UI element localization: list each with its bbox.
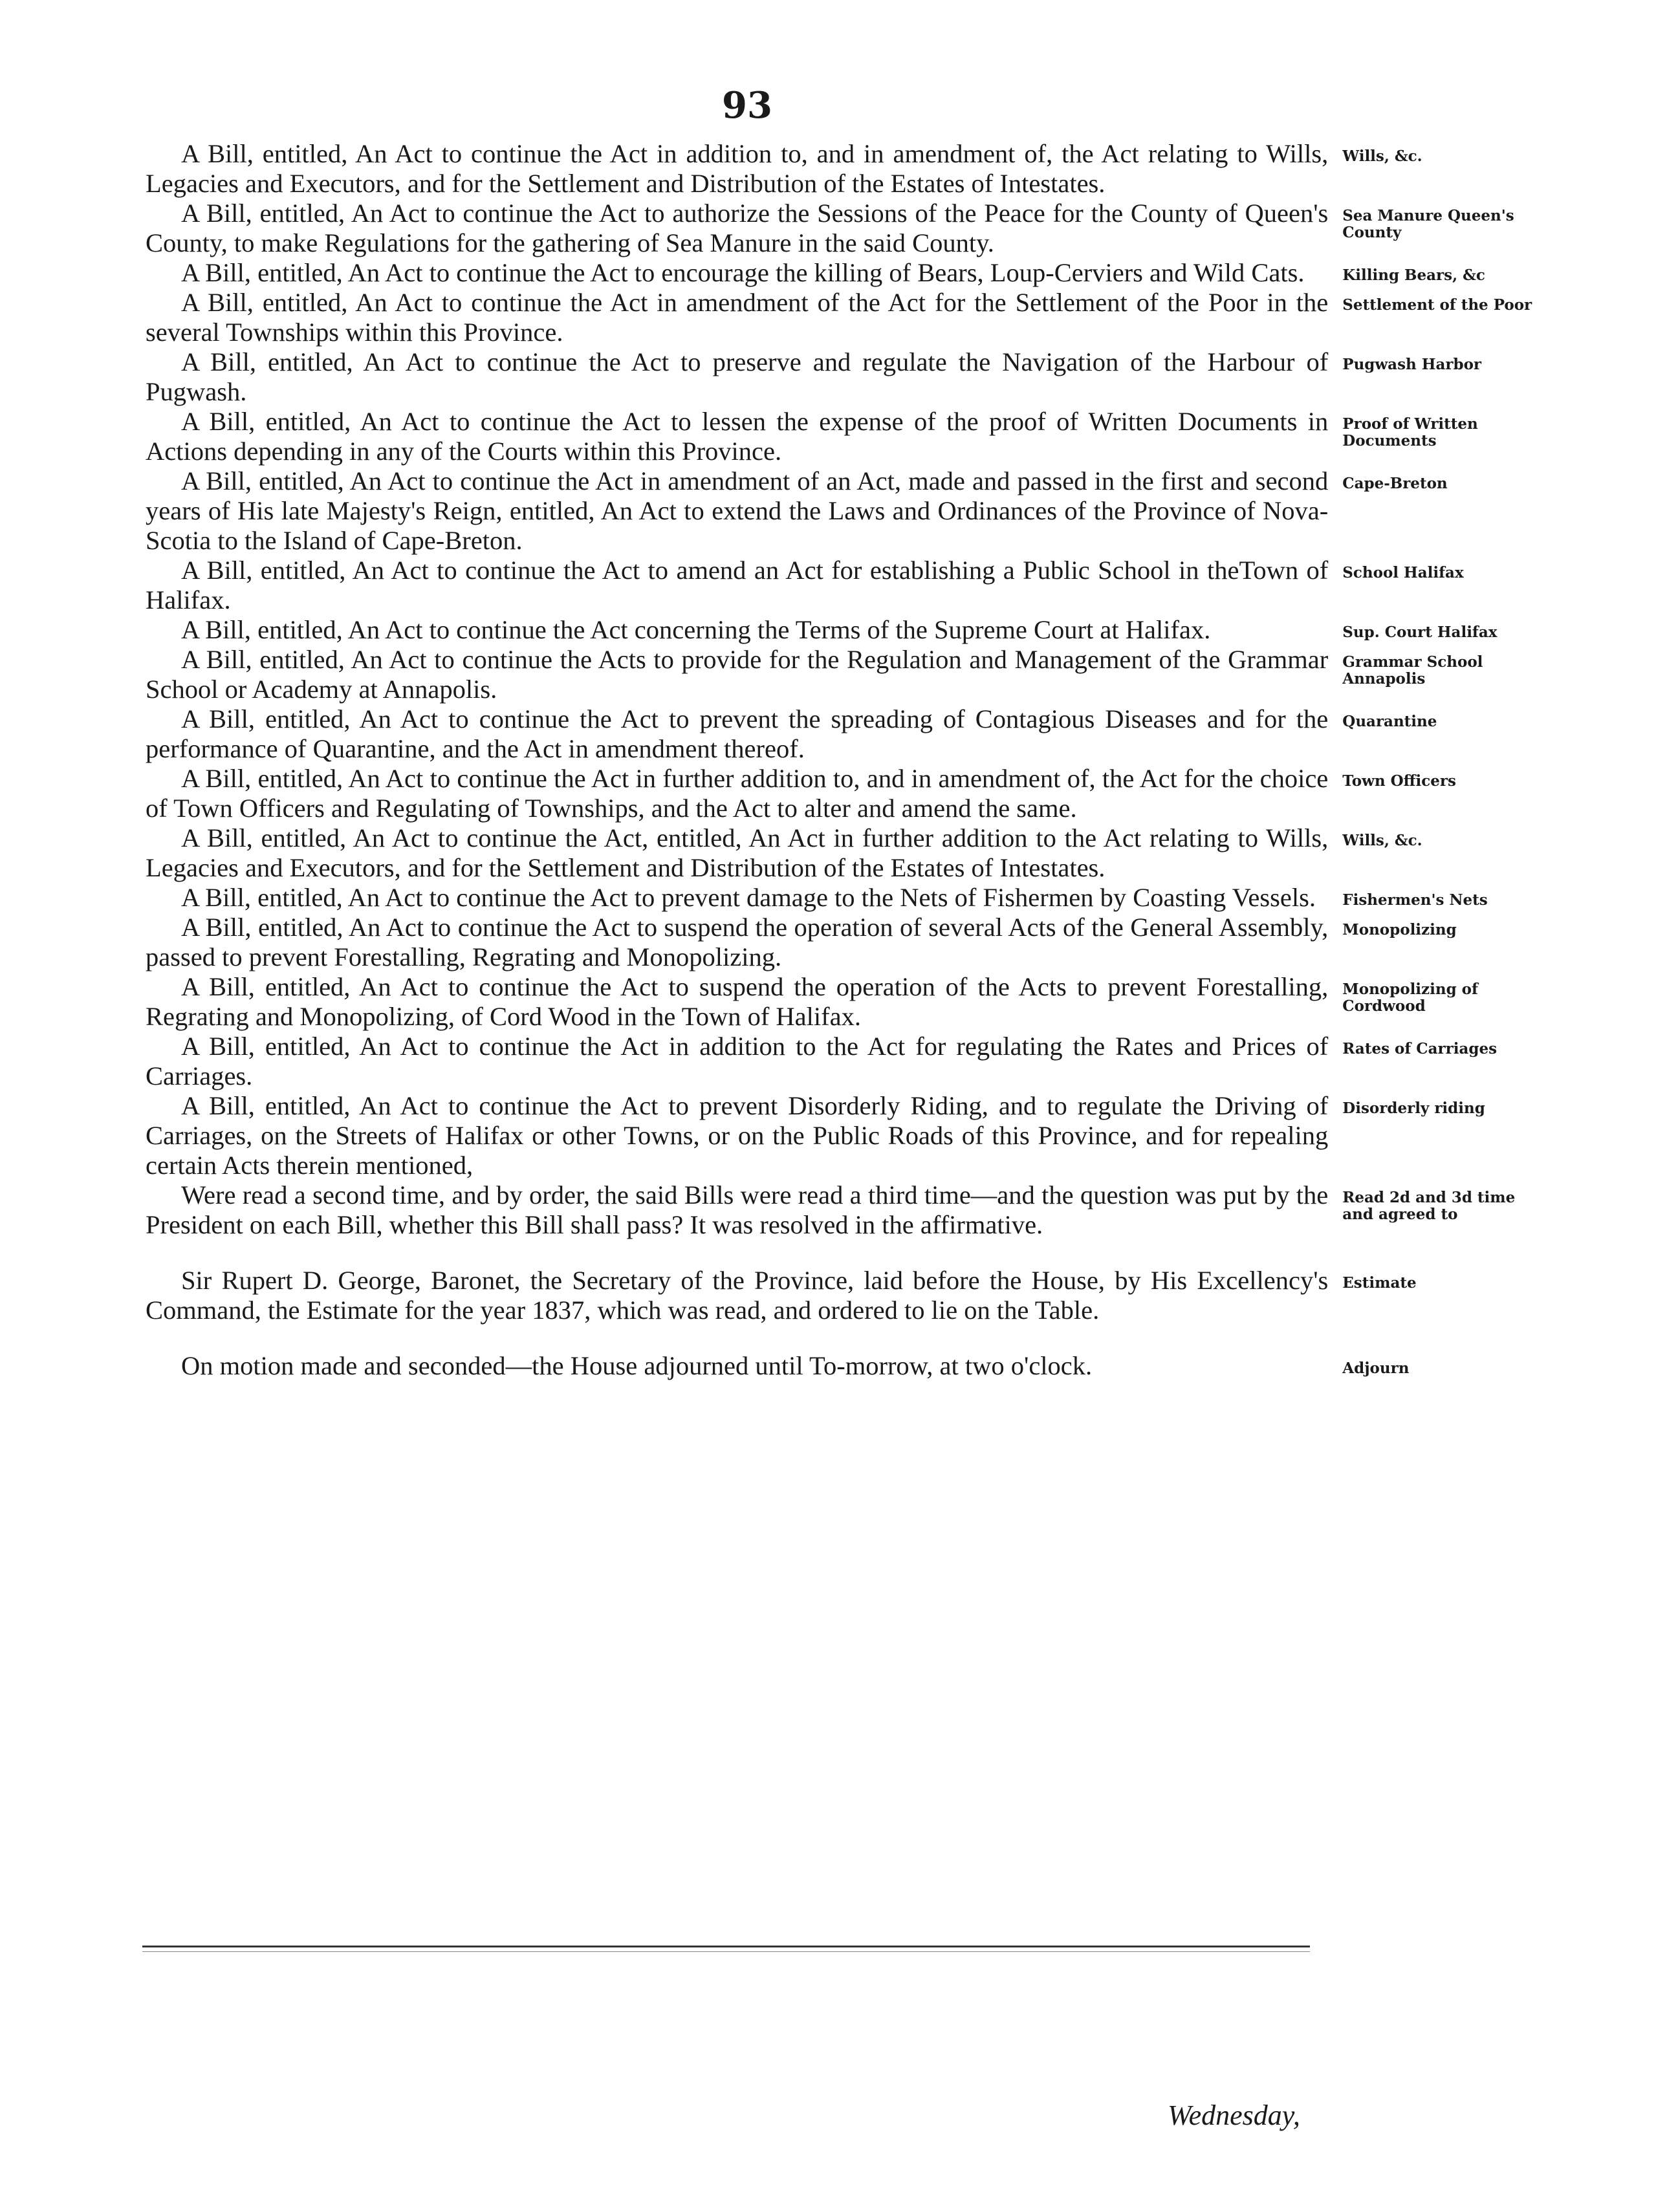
margin-note: Monopolizing of Cordwood <box>1342 981 1478 1015</box>
estimate-entry <box>146 1266 1536 1325</box>
margin-note: Estimate <box>1342 1274 1417 1292</box>
bill-entry <box>146 288 1536 347</box>
bill-entry <box>146 913 1536 972</box>
entry-text: A Bill, entitled, An Act to continue the Act in addition to, and in amendment of, the Act relating to Wills, Legacies and Executors, and for the Settlement and Distribution of the Estates of Intestates. <box>146 139 1329 198</box>
catchword: Wednesday, <box>1168 2099 1300 2131</box>
bill-entry <box>146 704 1536 764</box>
bill-entry <box>146 972 1536 1032</box>
margin-note: School Halifax <box>1342 564 1464 581</box>
adjourn-entry <box>146 1351 1536 1381</box>
entry-text: A Bill, entitled, An Act to continue the Act to suspend the operation of the Acts to prevent Forestalling, Regrating and Monopolizing, of Cord Wood in the Town of Halifax. <box>146 972 1329 1031</box>
entry-text: A Bill, entitled, An Act to continue the Act in further addition to, and in amendment of, the Act for the choice of Town Officers and Regulating of Townships, and the Act to alter and amend the same. <box>146 764 1329 823</box>
margin-note: Sup. Court Halifax <box>1342 623 1498 641</box>
entry-text: A Bill, entitled, An Act to continue the Act to prevent damage to the Nets of Fishermen by Coasting Vessels. <box>181 883 1316 912</box>
section-rule <box>142 1946 1310 1947</box>
bill-entry <box>146 1032 1536 1091</box>
bill-entry <box>146 615 1536 645</box>
bill-entry <box>146 139 1536 199</box>
margin-note: Cape-Breton <box>1342 475 1448 492</box>
bill-entry <box>146 556 1536 615</box>
margin-note: Fishermen's Nets <box>1342 891 1488 909</box>
journal-body <box>146 139 1536 1381</box>
entry-text: A Bill, entitled, An Act to continue the Act to amend an Act for establishing a Public School in theTown of Halifax. <box>146 556 1329 614</box>
page-number: 93 <box>722 84 772 127</box>
bill-entry <box>146 466 1536 556</box>
margin-note: Killing Bears, &c <box>1342 266 1485 284</box>
bill-entry <box>146 883 1536 913</box>
margin-note: Wills, &c. <box>1342 147 1422 165</box>
bill-entry <box>146 645 1536 704</box>
entry-text: A Bill, entitled, An Act to continue the Act to prevent the spreading of Contagious Diseases and for the performance of Quarantine, and the Act in amendment thereof. <box>146 704 1329 763</box>
entry-text: A Bill, entitled, An Act to continue the Act to preserve and regulate the Navigation of the Harbour of Pugwash. <box>146 347 1329 406</box>
margin-note: Adjourn <box>1342 1360 1410 1377</box>
bill-entry <box>146 764 1536 823</box>
bill-entry <box>146 199 1536 258</box>
bill-entry <box>146 347 1536 407</box>
entry-text: A Bill, entitled, An Act to continue the Act concerning the Terms of the Supreme Court at Halifax. <box>181 615 1211 644</box>
bill-entry <box>146 258 1536 288</box>
resolution-entry <box>146 1180 1536 1240</box>
entry-text: A Bill, entitled, An Act to continue the Act, entitled, An Act in further addition to the Act relating to Wills, Legacies and Executors, and for the Settlement and Distribution of the Estates of Intestates. <box>146 823 1329 882</box>
bill-entry <box>146 407 1536 466</box>
entry-text: On motion made and seconded—the House adjourned until To-morrow, at two o'clock. <box>181 1351 1093 1380</box>
entry-text: A Bill, entitled, An Act to continue the Act to suspend the operation of several Acts of the General Assembly, passed to prevent Forestalling, Regrating and Monopolizing. <box>146 913 1329 971</box>
margin-note: Wills, &c. <box>1342 832 1422 849</box>
entry-text: A Bill, entitled, An Act to continue the Act to encourage the killing of Bears, Loup-Cerviers and Wild Cats. <box>181 258 1305 287</box>
entry-text: A Bill, entitled, An Act to continue the Acts to provide for the Regulation and Management of the Grammar School or Academy at Annapolis. <box>146 645 1329 704</box>
entry-text: A Bill, entitled, An Act to continue the Act in amendment of an Act, made and passed in the first and second years of His late Majesty's Reign, entitled, An Act to extend the Laws and Ordinances of the Province of Nova-Scotia to the Island of Cape-Breton. <box>146 466 1329 555</box>
margin-note: Pugwash Harbor <box>1342 356 1482 373</box>
entry-text: A Bill, entitled, An Act to continue the Act in amendment of the Act for the Settlement of the Poor in the several Townships within this Province. <box>146 288 1329 347</box>
entry-text: Were read a second time, and by order, the said Bills were read a third time—and the question was put by the President on each Bill, whether this Bill shall pass? It was resolved in the affirmative. <box>146 1180 1329 1239</box>
margin-note: Town Officers <box>1342 772 1456 790</box>
bill-entry <box>146 823 1536 883</box>
margin-note: Disorderly riding <box>1342 1100 1485 1117</box>
entry-text: A Bill, entitled, An Act to continue the Act to lessen the expense of the proof of Written Documents in Actions depending in any of the Courts within this Province. <box>146 407 1329 466</box>
bill-entry <box>146 1091 1536 1180</box>
entry-text: A Bill, entitled, An Act to continue the Act in addition to the Act for regulating the Rates and Prices of Carriages. <box>146 1032 1329 1090</box>
margin-note: Read 2d and 3d time and agreed to <box>1342 1189 1516 1223</box>
entry-text: A Bill, entitled, An Act to continue the Act to prevent Disorderly Riding, and to regulate the Driving of Carriages, on the Streets of Halifax or other Towns, or on the Public Roads of this Province, and for repealing certain Acts therein mentioned, <box>146 1091 1329 1180</box>
margin-note: Quarantine <box>1342 713 1437 730</box>
margin-note: Rates of Carriages <box>1342 1040 1498 1057</box>
margin-note: Grammar School Annapolis <box>1342 653 1483 688</box>
entry-text: A Bill, entitled, An Act to continue the Act to authorize the Sessions of the Peace for the County of Queen's County, to make Regulations for the gathering of Sea Manure in the said County. <box>146 199 1329 257</box>
margin-note: Sea Manure Queen's County <box>1342 207 1514 241</box>
margin-note: Settlement of the Poor <box>1342 296 1532 314</box>
entry-text: Sir Rupert D. George, Baronet, the Secretary of the Province, laid before the House, by His Excellency's Command, the Estimate for the year 1837, which was read, and ordered to lie on the Table. <box>146 1266 1329 1325</box>
margin-note: Proof of Written Documents <box>1342 415 1478 450</box>
margin-note: Monopolizing <box>1342 921 1457 938</box>
